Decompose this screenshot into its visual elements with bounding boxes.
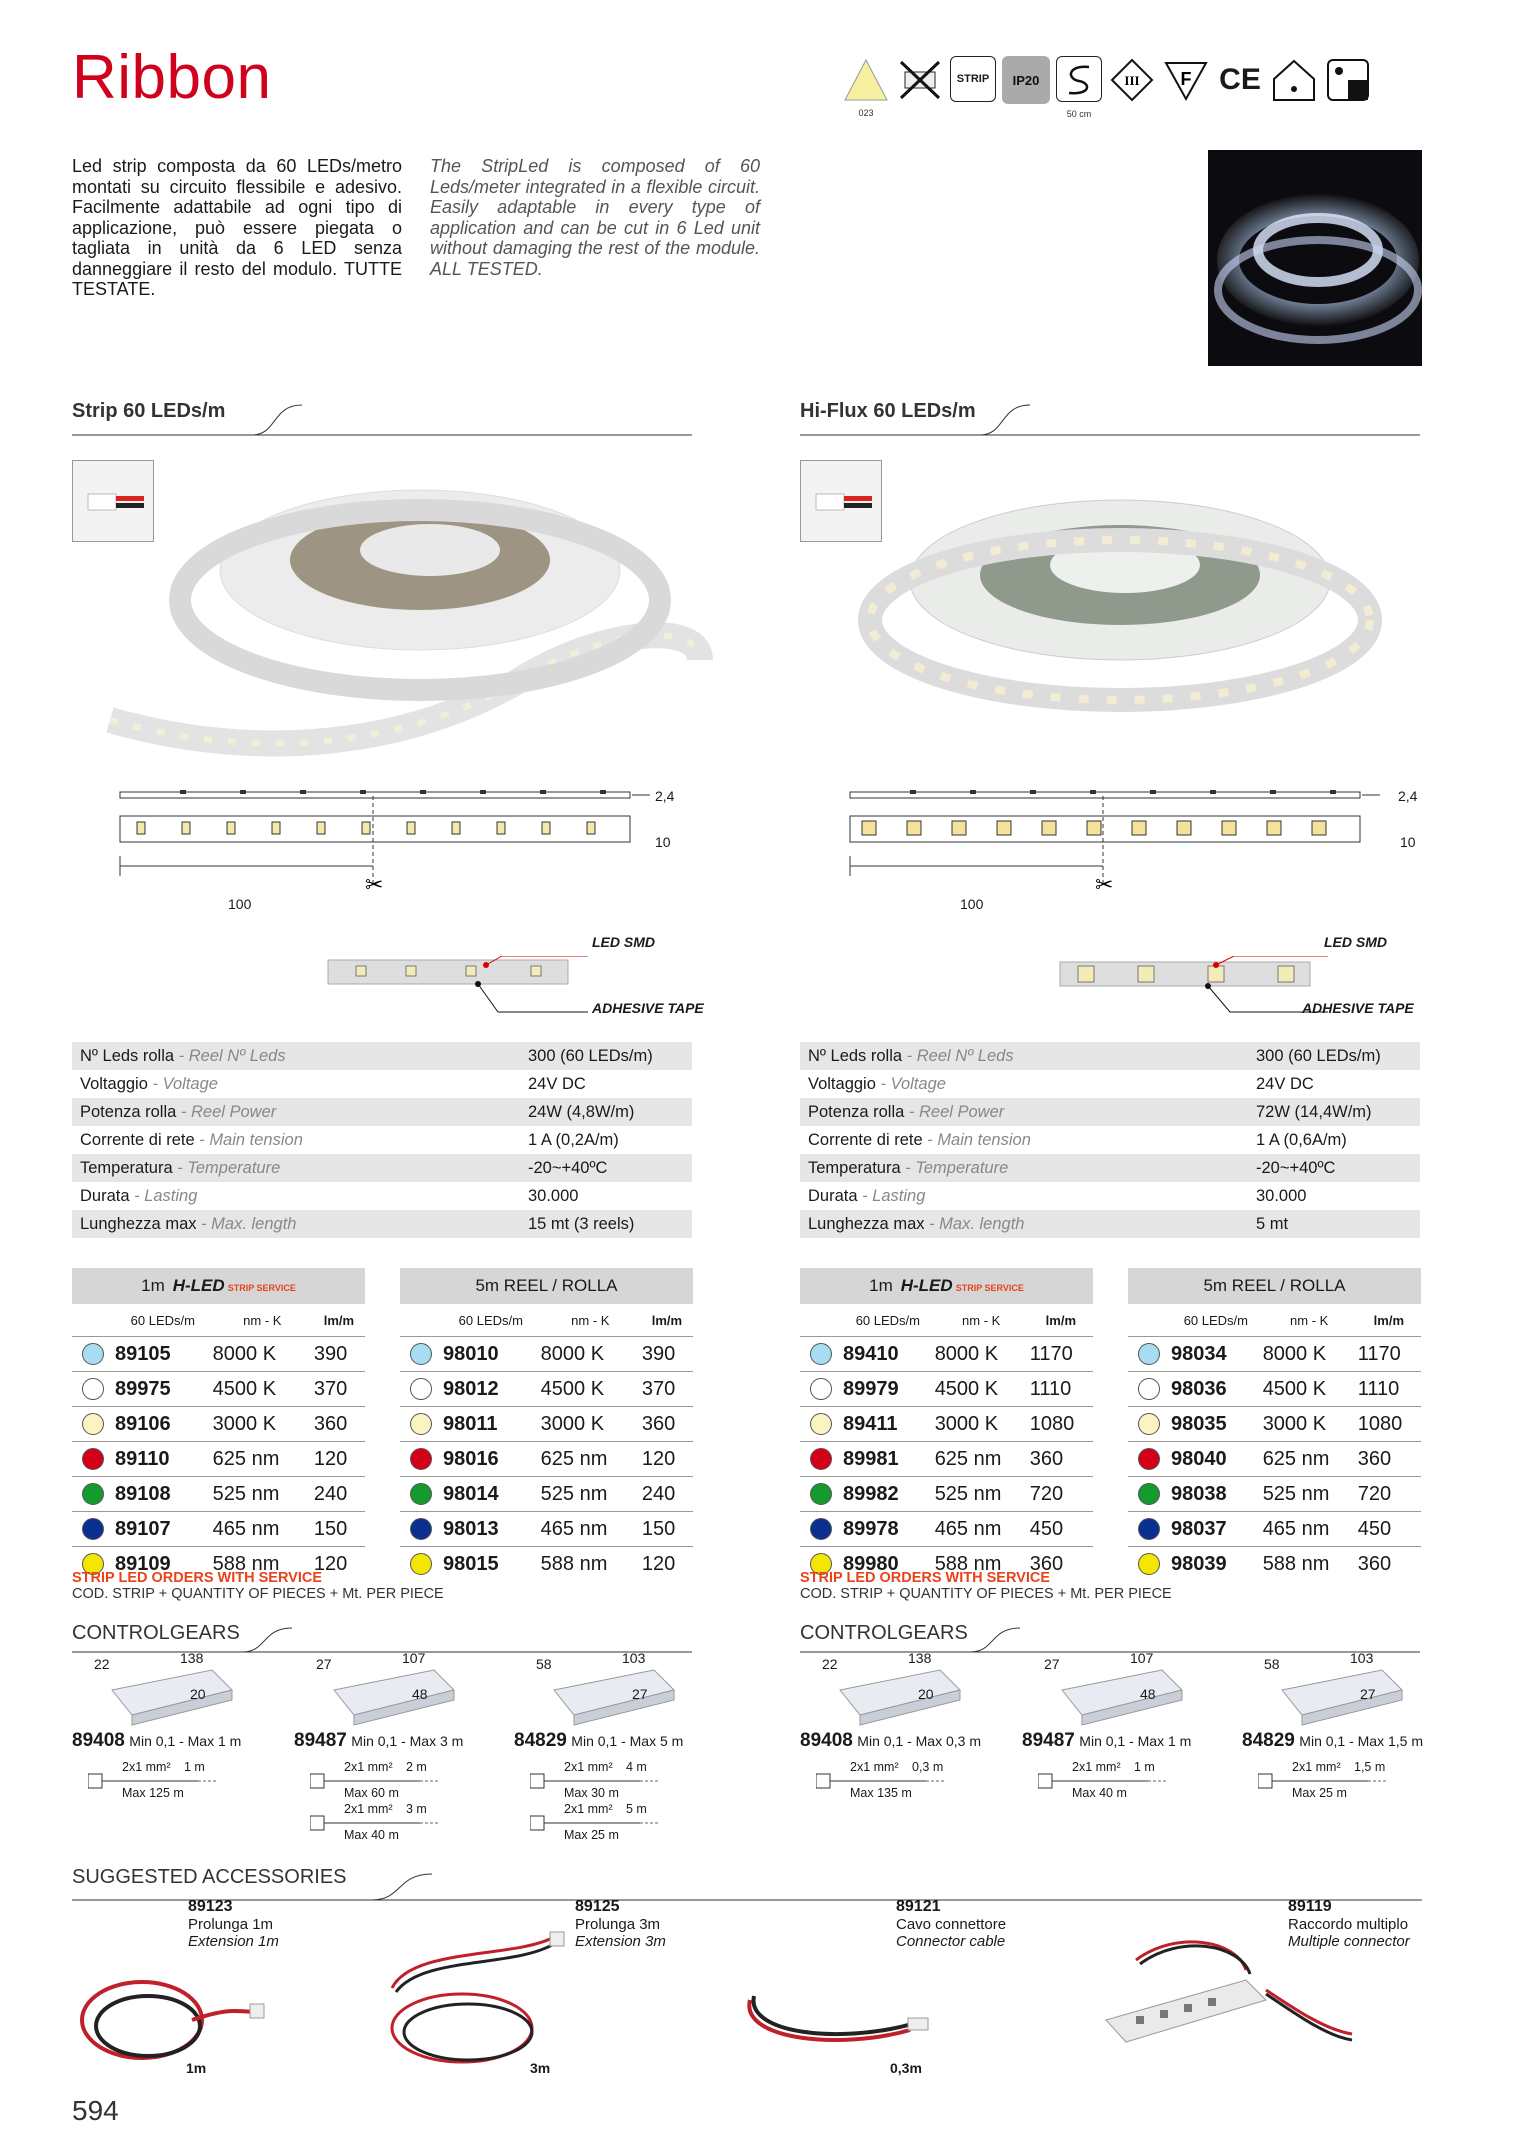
table-row (800, 1477, 1093, 1512)
color-swatch-icon (410, 1413, 432, 1435)
spec-label: Nº Leds rolla - Reel Nº Leds (800, 1042, 1248, 1070)
controlgear-range: Min 0,1 - Max 1 m (129, 1733, 242, 1749)
spec-label: Lunghezza max - Max. length (800, 1210, 1248, 1238)
product-code: 98039 (1170, 1547, 1262, 1582)
product-code: 98038 (1170, 1477, 1262, 1512)
table-row (1128, 1442, 1421, 1477)
color-temp: 625 nm (1262, 1442, 1357, 1477)
product-code: 98010 (442, 1337, 540, 1372)
section-heading: Hi-Flux 60 LEDs/m (800, 400, 976, 422)
accessories-heading: SUGGESTED ACCESSORIES (72, 1866, 347, 1888)
column-header: 60 LEDs/m (1183, 1312, 1248, 1328)
color-swatch-icon (810, 1448, 832, 1470)
lumens: 1080 (1357, 1407, 1421, 1442)
lumens: 360 (313, 1407, 365, 1442)
color-temp: 588 nm (934, 1547, 1029, 1582)
controlgear-code: 89487 (1022, 1730, 1075, 1751)
spec-row (800, 1098, 1420, 1126)
controlgear-dimension: 27 (1360, 1686, 1376, 1702)
controlgear-dimension: 107 (1130, 1650, 1154, 1666)
table-row (400, 1547, 693, 1582)
controlgear-dimension: 58 (1264, 1656, 1280, 1672)
section-divider (72, 400, 692, 440)
color-swatch-icon (1138, 1343, 1160, 1365)
color-temp: 3000 K (934, 1407, 1029, 1442)
color-swatch-icon (82, 1518, 104, 1540)
color-swatch-icon (810, 1413, 832, 1435)
service-note-hiflux: STRIP LED ORDERS WITH SERVICE COD. STRIP + QUANTITY OF PIECES + Mt. PER PIECE (800, 1570, 1172, 1602)
color-temp: 8000 K (540, 1337, 641, 1372)
accessory-length: 3m (530, 2060, 551, 2076)
color-temp: 525 nm (1262, 1477, 1357, 1512)
color-temp: 525 nm (934, 1477, 1029, 1512)
color-temp: 465 nm (934, 1512, 1029, 1547)
lumens: 390 (313, 1337, 365, 1372)
color-temp: 4500 K (212, 1372, 313, 1407)
controlgear-dimension: 20 (190, 1686, 206, 1702)
column-header: 60 LEDs/m (855, 1312, 920, 1328)
column-header: lm/m (651, 1312, 683, 1328)
color-swatch-icon (1138, 1448, 1160, 1470)
table-row (400, 1512, 693, 1547)
accessory-item: 89125 Prolunga 3m Extension 3m (575, 1898, 666, 1950)
color-temp: 8000 K (212, 1337, 313, 1372)
table-row (72, 1372, 365, 1407)
spec-label: Nº Leds rolla - Reel Nº Leds (72, 1042, 520, 1070)
lumens: 240 (313, 1477, 365, 1512)
product-code: 98036 (1170, 1372, 1262, 1407)
ip20-icon: IP20 (1002, 56, 1050, 104)
controlgear-code: 89408 (72, 1730, 125, 1751)
controlgear-image (830, 1660, 970, 1735)
spec-value: 30.000 (1256, 1186, 1307, 1205)
product-code: 89110 (114, 1442, 212, 1477)
adhesive-tape-label: ADHESIVE TAPE (1302, 1000, 1414, 1016)
column-header: lm/m (1045, 1312, 1077, 1328)
spec-row (800, 1182, 1420, 1210)
color-swatch-icon (1138, 1483, 1160, 1505)
spec-row (72, 1042, 692, 1070)
lumens: 360 (1029, 1442, 1093, 1477)
lumens: 360 (1357, 1547, 1421, 1582)
product-code: 89108 (114, 1477, 212, 1512)
color-temp: 625 nm (934, 1442, 1029, 1477)
color-swatch-icon (410, 1343, 432, 1365)
color-temp: 525 nm (212, 1477, 313, 1512)
controlgear-dimension: 27 (316, 1656, 332, 1672)
controlgear-code: 84829 (514, 1730, 567, 1751)
spec-value: 24V DC (1256, 1074, 1314, 1093)
spec-row (72, 1210, 692, 1238)
controlgear-dimension: 103 (622, 1650, 646, 1666)
svg-text:✂: ✂ (365, 872, 384, 897)
color-temp: 4500 K (540, 1372, 641, 1407)
color-swatch-icon (1138, 1413, 1160, 1435)
controlgears-section-hiflux (800, 1622, 1420, 1645)
spec-value: 1 A (0,2A/m) (528, 1130, 619, 1149)
color-temp: 465 nm (1262, 1512, 1357, 1547)
adhesive-tape-label: ADHESIVE TAPE (592, 1000, 704, 1016)
color-swatch-icon (82, 1413, 104, 1435)
spec-row (72, 1098, 692, 1126)
color-temp: 625 nm (212, 1442, 313, 1477)
color-swatch-icon (410, 1448, 432, 1470)
spec-value: 15 mt (3 reels) (520, 1210, 692, 1238)
lumens: 450 (1029, 1512, 1093, 1547)
column-header: nm - K (243, 1312, 282, 1328)
controlgear-dimension: 20 (918, 1686, 934, 1702)
product-column-hiflux (800, 400, 1420, 423)
controlgear-image (1052, 1660, 1192, 1735)
product-code: 89982 (842, 1477, 934, 1512)
column-header: nm - K (1290, 1312, 1329, 1328)
controlgear-dimension: 22 (94, 1656, 110, 1672)
spec-value: 300 (60 LEDs/m) (520, 1042, 692, 1070)
lumens: 120 (313, 1547, 365, 1582)
accessory-length: 1m (186, 2060, 207, 2076)
color-swatch-icon (810, 1343, 832, 1365)
table-row (1128, 1547, 1421, 1582)
lumens: 360 (1357, 1442, 1421, 1477)
page-number: 594 (72, 2095, 119, 2126)
controlgear-range: Min 0,1 - Max 1,5 m (1299, 1733, 1423, 1749)
column-header: lm/m (323, 1312, 355, 1328)
table-row (800, 1372, 1093, 1407)
color-swatch-icon (410, 1483, 432, 1505)
color-swatch-icon (82, 1378, 104, 1400)
hled-logo: H-LED (900, 1276, 953, 1295)
spec-row (72, 1070, 692, 1098)
table-row (72, 1477, 365, 1512)
product-code: 98037 (1170, 1512, 1262, 1547)
lumens: 370 (313, 1372, 365, 1407)
controlgear-dimension: 48 (1140, 1686, 1156, 1702)
color-temp: 588 nm (1262, 1547, 1357, 1582)
lumens: 720 (1029, 1477, 1093, 1512)
spec-table-strip (72, 1042, 692, 1238)
color-temp: 588 nm (212, 1547, 313, 1582)
lumens: 120 (641, 1547, 693, 1582)
product-column-strip (72, 400, 692, 423)
controlgear-range: Min 0,1 - Max 5 m (571, 1733, 684, 1749)
column-header: nm - K (962, 1312, 1001, 1328)
dimension-drawing-strip (110, 786, 710, 921)
multiple-connector-image (1096, 1930, 1356, 2065)
controlgear-code: 89408 (800, 1730, 853, 1751)
color-swatch-icon (410, 1518, 432, 1540)
order-table-hiflux-5m (1128, 1268, 1421, 1581)
color-temp: 588 nm (540, 1547, 641, 1582)
controlgear-image (544, 1660, 684, 1735)
product-code: 98035 (1170, 1407, 1262, 1442)
spec-value: 1 A (0,6A/m) (1256, 1130, 1347, 1149)
dim-width: 10 (655, 834, 671, 850)
spec-label: Voltaggio - Voltage (808, 1074, 946, 1093)
order-table-hiflux-1m (800, 1268, 1093, 1581)
description-italian: Led strip composta da 60 LEDs/metro montati su circuito flessibile e adesivo. Facilmente adattabile ad ogni tipo di applicazione, può essere piegata o tagliata in unità da 6 LED senza danneggiare il resto del modulo. TUTTE TESTATE. (72, 156, 402, 299)
color-temp: 4500 K (934, 1372, 1029, 1407)
led-smd-label: LED SMD (1324, 934, 1387, 950)
table-row (800, 1512, 1093, 1547)
hled-logo: H-LED (172, 1276, 225, 1295)
reel-photo-strip (100, 450, 720, 775)
spec-label: Temperatura - Temperature (800, 1154, 1248, 1182)
column-header: 60 LEDs/m (458, 1312, 523, 1328)
order-table-header: 1m H-LED STRIP SERVICE (800, 1268, 1093, 1304)
lumens: 390 (641, 1337, 693, 1372)
spec-label: Potenza rolla - Reel Power (800, 1098, 1248, 1126)
service-note-strip: STRIP LED ORDERS WITH SERVICE COD. STRIP + QUANTITY OF PIECES + Mt. PER PIECE (72, 1570, 444, 1602)
controlgear-image (1272, 1660, 1412, 1735)
lumens: 450 (1357, 1512, 1421, 1547)
table-row (400, 1372, 693, 1407)
controlgear-dimension: 58 (536, 1656, 552, 1672)
product-code: 89106 (114, 1407, 212, 1442)
table-row (800, 1407, 1093, 1442)
controlgears-section-strip (72, 1622, 692, 1645)
lumens: 120 (641, 1442, 693, 1477)
controlgear-dimension: 107 (402, 1650, 426, 1666)
spec-value: 300 (60 LEDs/m) (1248, 1042, 1420, 1070)
color-swatch-icon (82, 1483, 104, 1505)
product-code: 89978 (842, 1512, 934, 1547)
product-code: 89109 (114, 1547, 212, 1582)
svg-text:F: F (1180, 69, 1192, 89)
table-row (1128, 1512, 1421, 1547)
spec-value: -20~+40ºC (520, 1154, 692, 1182)
controlgear-dimension: 27 (1044, 1656, 1060, 1672)
product-code: 89979 (842, 1372, 934, 1407)
product-code: 89107 (114, 1512, 212, 1547)
table-row (400, 1442, 693, 1477)
color-temp: 625 nm (540, 1442, 641, 1477)
product-code: 89410 (842, 1337, 934, 1372)
table-row (800, 1337, 1093, 1372)
table-row (72, 1512, 365, 1547)
lumens: 1110 (1357, 1372, 1421, 1407)
lumens: 1170 (1357, 1337, 1421, 1372)
order-table-strip-1m (72, 1268, 365, 1581)
product-code: 98016 (442, 1442, 540, 1477)
spec-row (800, 1126, 1420, 1154)
order-table-header: 5m REEL / ROLLA (400, 1268, 693, 1304)
spec-row (72, 1154, 692, 1182)
color-temp: 465 nm (212, 1512, 313, 1547)
table-row (1128, 1477, 1421, 1512)
accessory-item: 89121 Cavo connettore Connector cable (896, 1898, 1007, 1950)
table-row (72, 1442, 365, 1477)
f-mark-icon (1162, 56, 1210, 104)
extension-1m-image (72, 1960, 272, 2085)
spec-value: 24W (4,8W/m) (520, 1098, 692, 1126)
led-smd-label: LED SMD (592, 934, 655, 950)
spec-label: Potenza rolla - Reel Power (72, 1098, 520, 1126)
spec-row (800, 1210, 1420, 1238)
page-title: Ribbon (72, 43, 272, 112)
spec-label: Temperatura - Temperature (72, 1154, 520, 1182)
color-temp: 525 nm (540, 1477, 641, 1512)
dimmer-icon (1324, 56, 1372, 104)
spec-label: Durata - Lasting (808, 1186, 926, 1205)
controlgear-range: Min 0,1 - Max 1 m (1079, 1733, 1192, 1749)
table-row (72, 1407, 365, 1442)
spec-label: Voltaggio - Voltage (80, 1074, 218, 1093)
class-023-icon: 023 (842, 56, 890, 104)
lumens: 150 (313, 1512, 365, 1547)
color-swatch-icon (810, 1483, 832, 1505)
lumens: 1170 (1029, 1337, 1093, 1372)
controlgear-image (102, 1660, 242, 1735)
product-code: 98013 (442, 1512, 540, 1547)
color-temp: 465 nm (540, 1512, 641, 1547)
spec-label: Durata - Lasting (80, 1186, 198, 1205)
table-row (1128, 1337, 1421, 1372)
controlgear-dimension: 138 (908, 1650, 932, 1666)
product-code: 98015 (442, 1547, 540, 1582)
lumens: 360 (641, 1407, 693, 1442)
accessories-section (72, 1866, 1422, 1889)
color-swatch-icon (810, 1378, 832, 1400)
table-row (400, 1337, 693, 1372)
spec-row (800, 1070, 1420, 1098)
product-code: 98040 (1170, 1442, 1262, 1477)
spec-row (800, 1154, 1420, 1182)
product-code: 98034 (1170, 1337, 1262, 1372)
dim-width: 10 (1400, 834, 1416, 850)
accessory-item: 89123 Prolunga 1m Extension 1m (188, 1898, 279, 1950)
order-table-header: 1m H-LED STRIP SERVICE (72, 1268, 365, 1304)
controlgear-image (324, 1660, 464, 1735)
lumens: 1080 (1029, 1407, 1093, 1442)
controlgears-heading: CONTROLGEARS (800, 1622, 968, 1644)
accessory-item: 89119 Raccordo multiplo Multiple connector (1288, 1898, 1410, 1950)
controlgear-range: Min 0,1 - Max 0,3 m (857, 1733, 981, 1749)
bend-radius-icon: 50 cm (1056, 56, 1102, 102)
spec-value: 72W (14,4W/m) (1248, 1098, 1420, 1126)
lumens: 370 (641, 1372, 693, 1407)
ce-mark-icon: CE (1219, 63, 1261, 96)
dim-length: 100 (228, 896, 252, 912)
class-iii-icon (1108, 56, 1156, 104)
table-row (400, 1477, 693, 1512)
section-heading: Strip 60 LEDs/m (72, 400, 226, 422)
product-code: 89975 (114, 1372, 212, 1407)
dim-height: 2,4 (1398, 788, 1418, 804)
color-swatch-icon (82, 1343, 104, 1365)
product-code: 89105 (114, 1337, 212, 1372)
column-header: 60 LEDs/m (130, 1312, 195, 1328)
controlgear-code: 89487 (294, 1730, 347, 1751)
table-row (1128, 1372, 1421, 1407)
table-row (72, 1337, 365, 1372)
color-swatch-icon (410, 1378, 432, 1400)
no-insulation-icon (896, 56, 944, 104)
lumens: 120 (313, 1442, 365, 1477)
spec-label: Lunghezza max - Max. length (72, 1210, 520, 1238)
spec-value: 30.000 (528, 1186, 579, 1205)
controlgear-dimension: 103 (1350, 1650, 1374, 1666)
lumens: 360 (1029, 1547, 1093, 1582)
controlgears-heading: CONTROLGEARS (72, 1622, 240, 1644)
table-row (400, 1407, 693, 1442)
column-header: lm/m (1373, 1312, 1405, 1328)
dimension-drawing-hiflux (840, 786, 1440, 921)
controlgear-dimension: 22 (822, 1656, 838, 1672)
dim-height: 2,4 (655, 788, 675, 804)
spec-label: Corrente di rete - Main tension (808, 1130, 1031, 1149)
hero-led-strip-photo (1208, 150, 1422, 366)
section-divider (800, 400, 1420, 440)
color-temp: 3000 K (1262, 1407, 1357, 1442)
lumens: 150 (641, 1512, 693, 1547)
color-temp: 8000 K (1262, 1337, 1357, 1372)
spec-value: 5 mt (1248, 1210, 1420, 1238)
controlgear-dimension: 48 (412, 1686, 428, 1702)
spec-label: Corrente di rete - Main tension (80, 1130, 303, 1149)
color-swatch-icon (810, 1518, 832, 1540)
product-code: 98014 (442, 1477, 540, 1512)
controlgear-dimension: 27 (632, 1686, 648, 1702)
controlgear-range: Min 0,1 - Max 3 m (351, 1733, 464, 1749)
color-temp: 3000 K (540, 1407, 641, 1442)
spec-value: -20~+40ºC (1248, 1154, 1420, 1182)
product-code: 98012 (442, 1372, 540, 1407)
spec-row (800, 1042, 1420, 1070)
product-code: 98011 (442, 1407, 540, 1442)
order-table-strip-5m (400, 1268, 693, 1581)
indoor-icon (1270, 56, 1318, 104)
table-row (1128, 1407, 1421, 1442)
product-code: 89980 (842, 1547, 934, 1582)
column-header: nm - K (571, 1312, 610, 1328)
table-row (800, 1442, 1093, 1477)
color-swatch-icon (1138, 1378, 1160, 1400)
controlgear-dimension: 138 (180, 1650, 204, 1666)
spec-value: 24V DC (528, 1074, 586, 1093)
color-temp: 8000 K (934, 1337, 1029, 1372)
svg-text:III: III (1124, 73, 1140, 88)
description-english: The StripLed is composed of 60 Leds/meter integrated in a flexible circuit. Easily adaptable in every type of application and can be cut in 6 Led unit without damaging the rest of the module. ALL TESTED. (430, 156, 760, 279)
color-swatch-icon (1138, 1518, 1160, 1540)
product-code: 89981 (842, 1442, 934, 1477)
svg-text:✂: ✂ (1095, 872, 1114, 897)
reel-photo-hiflux (820, 460, 1420, 735)
strip-icon: STRIP (950, 56, 996, 102)
color-temp: 4500 K (1262, 1372, 1357, 1407)
lumens: 720 (1357, 1477, 1421, 1512)
spec-row (72, 1126, 692, 1154)
color-temp: 3000 K (212, 1407, 313, 1442)
lumens: 1110 (1029, 1372, 1093, 1407)
order-table-header: 5m REEL / ROLLA (1128, 1268, 1421, 1304)
controlgear-code: 84829 (1242, 1730, 1295, 1751)
spec-table-hiflux (800, 1042, 1420, 1238)
lumens: 240 (641, 1477, 693, 1512)
certification-icons (842, 56, 1372, 119)
spec-row (72, 1182, 692, 1210)
dim-length: 100 (960, 896, 984, 912)
color-swatch-icon (82, 1448, 104, 1470)
product-code: 89411 (842, 1407, 934, 1442)
accessory-length: 0,3m (890, 2060, 922, 2076)
